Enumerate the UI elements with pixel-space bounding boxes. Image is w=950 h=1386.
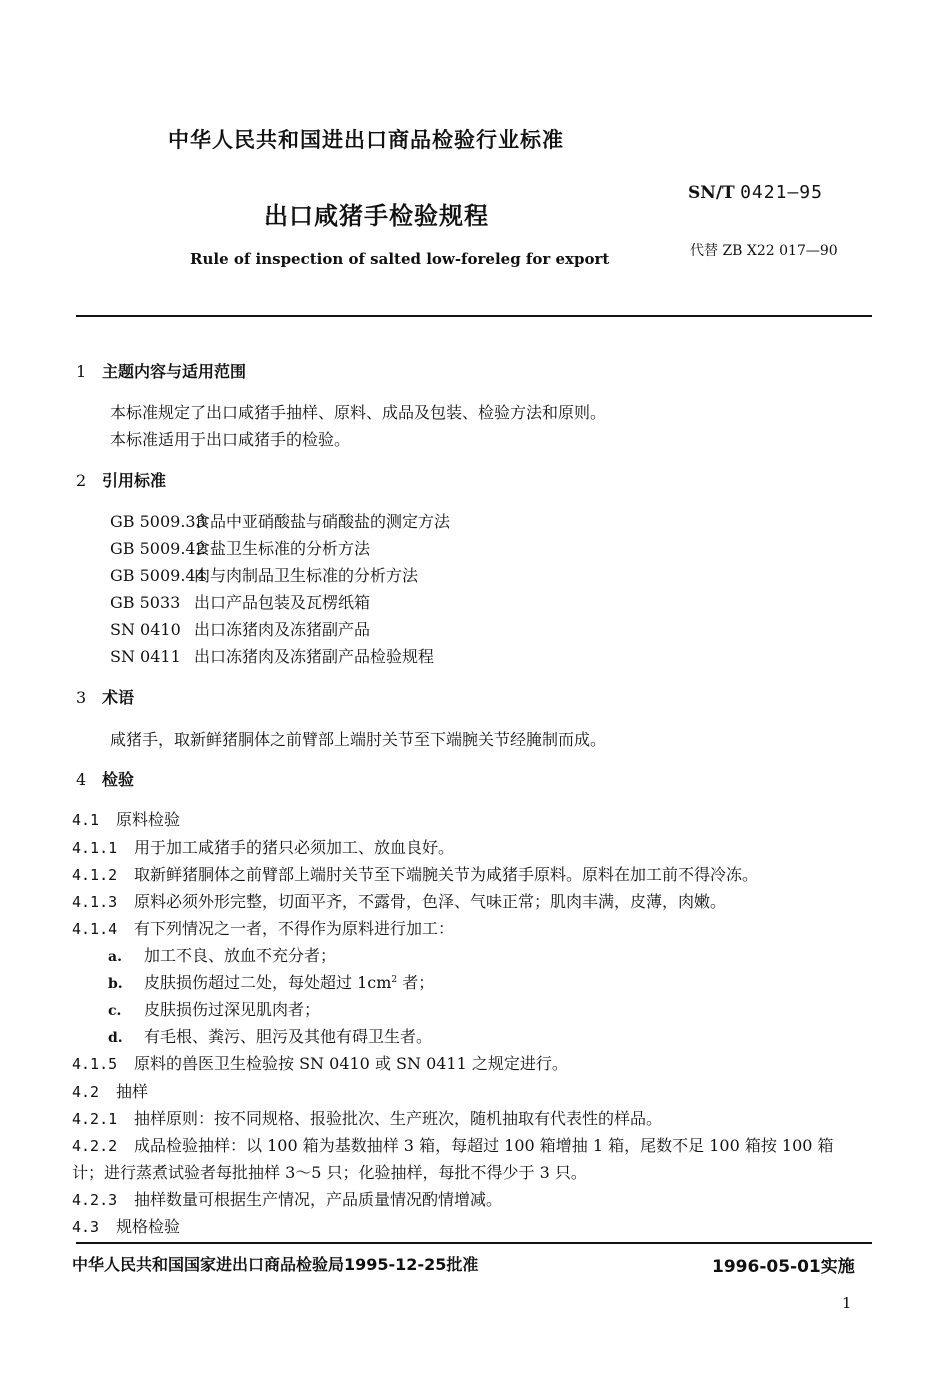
subsection-number: 4.2: [72, 1083, 100, 1101]
paragraph: 咸猪手，取新鲜猪胴体之前臂部上端肘关节至下端腕关节经腌制而成。: [110, 730, 607, 749]
standard-number: [688, 182, 823, 203]
clause-number: 4.1.4: [72, 920, 118, 938]
reference-code: GB 5009.42: [110, 539, 206, 558]
reference-item: [110, 644, 434, 667]
reference-code: GB 5009.33: [110, 512, 206, 531]
reference-item: [110, 617, 370, 640]
reference-item: [110, 509, 450, 532]
subsection-number: 4.1: [72, 811, 100, 829]
document-title: 出口咸猪手检验规程: [264, 202, 489, 230]
list-label: c.: [108, 1003, 122, 1019]
clause-text: 有下列情况之一者，不得作为原料进行加工：: [134, 919, 455, 938]
reference-code: GB 5033: [110, 593, 181, 612]
reference-code: SN 0410: [110, 620, 181, 639]
subsection-title: 抽样: [116, 1082, 149, 1101]
english-title: Rule of inspection of salted low-foreleg for export: [190, 250, 610, 268]
subsection-heading: [72, 1079, 148, 1102]
clause: [72, 1051, 568, 1074]
clause-number: 4.1.1: [72, 839, 118, 857]
clause-continuation: 计；进行蒸煮试验者每批抽样 3～5 只；化验抽样，每批不得少于 3 只。: [72, 1163, 587, 1182]
clause: [72, 1133, 834, 1156]
list-item: [108, 1024, 432, 1047]
clause: [72, 889, 726, 912]
paragraph: 本标准适用于出口咸猪手的检验。: [110, 430, 351, 449]
clause-number: 4.2.3: [72, 1191, 118, 1209]
reference-name: 出口产品包装及瓦楞纸箱: [194, 593, 371, 612]
reference-item: [110, 536, 370, 559]
list-label: d.: [108, 1030, 123, 1046]
clause: [72, 835, 454, 858]
clause-text: 抽样数量可根据生产情况，产品质量情况酌情增减。: [134, 1190, 503, 1209]
section-title: 引用标准: [102, 471, 167, 490]
footer-divider: [76, 1242, 872, 1244]
section-number: 3: [76, 688, 87, 707]
reference-name: 食盐卫生标准的分析方法: [194, 539, 371, 558]
section-number: 2: [76, 471, 87, 490]
reference-name: 食品中亚硝酸盐与硝酸盐的测定方法: [194, 512, 451, 531]
reference-code: SN 0411: [110, 647, 181, 666]
list-text-tail: 者；: [397, 973, 435, 992]
clause-text: 原料必须外形完整，切面平齐，不露骨，色泽、气味正常；肌肉丰满，皮薄，肉嫩。: [134, 892, 727, 911]
subsection-heading: [72, 807, 180, 830]
section-title: 主题内容与适用范围: [102, 362, 247, 381]
clause-number: 4.1.3: [72, 893, 118, 911]
section-1-heading: [76, 359, 246, 382]
clause-text: 取新鲜猪胴体之前臂部上端肘关节至下端腕关节为咸猪手原料。原料在加工前不得冷冻。: [134, 865, 759, 884]
list-text: 皮肤损伤超过二处，每处超过 1cm: [144, 973, 392, 992]
issuing-organization: 中华人民共和国进出口商品检验行业标准: [168, 128, 564, 152]
list-text: 加工不良、放血不充分者；: [144, 946, 337, 965]
standard-code: 0421—95: [740, 182, 823, 203]
section-title: 术语: [102, 688, 135, 707]
clause-number: 4.2.2: [72, 1137, 118, 1155]
reference-item: [110, 590, 370, 613]
clause: [72, 1187, 502, 1210]
list-text: 有毛根、粪污、胆污及其他有碍卫生者。: [144, 1027, 433, 1046]
section-4-heading: [76, 767, 134, 790]
reference-name: 出口冻猪肉及冻猪副产品检验规程: [194, 647, 435, 666]
list-text: 皮肤损伤过深见肌肉者；: [144, 1000, 321, 1019]
clause-number: 4.2.1: [72, 1110, 118, 1128]
clause: [72, 1106, 662, 1129]
replaces-standard: 代替 ZB X22 017—90: [690, 243, 838, 259]
subsection-heading: [72, 1214, 180, 1237]
clause-text: 用于加工咸猪手的猪只必须加工、放血良好。: [134, 838, 455, 857]
reference-item: [110, 563, 418, 586]
reference-name: 出口冻猪肉及冻猪副产品: [194, 620, 371, 639]
superscript: 2: [391, 975, 398, 985]
section-number: 4: [76, 770, 87, 789]
paragraph: 本标准规定了出口咸猪手抽样、原料、成品及包装、检验方法和原则。: [110, 403, 607, 422]
effective-date: 1996-05-01实施: [712, 1257, 855, 1277]
subsection-title: 原料检验: [116, 810, 181, 829]
clause-text: 原料的兽医卫生检验按 SN 0410 或 SN 0411 之规定进行。: [134, 1054, 568, 1073]
section-title: 检验: [102, 770, 135, 789]
section-2-heading: [76, 468, 166, 491]
list-item: [108, 970, 434, 993]
list-item: [108, 943, 336, 966]
approval-line: 中华人民共和国国家进出口商品检验局1995-12-25批准: [72, 1255, 479, 1274]
clause-text: 抽样原则：按不同规格、报验批次、生产班次，随机抽取有代表性的样品。: [134, 1109, 663, 1128]
reference-name: 肉与肉制品卫生标准的分析方法: [194, 566, 419, 585]
section-3-heading: [76, 685, 134, 708]
clause-text: 成品检验抽样：以 100 箱为基数抽样 3 箱，每超过 100 箱增抽 1 箱，尾数不足 100 箱按 100 箱: [134, 1136, 834, 1155]
clause-number: 4.1.5: [72, 1055, 118, 1073]
page-number: 1: [842, 1294, 852, 1312]
standard-prefix: SN/T: [688, 183, 735, 203]
section-number: 1: [76, 362, 87, 381]
clause: [72, 862, 758, 885]
clause: [72, 916, 454, 939]
list-label: b.: [108, 976, 123, 992]
reference-code: GB 5009.44: [110, 566, 206, 585]
clause-number: 4.1.2: [72, 866, 118, 884]
header-divider: [76, 315, 872, 317]
list-item: [108, 997, 320, 1020]
list-label: a.: [108, 949, 122, 965]
subsection-title: 规格检验: [116, 1217, 181, 1236]
subsection-number: 4.3: [72, 1218, 100, 1236]
